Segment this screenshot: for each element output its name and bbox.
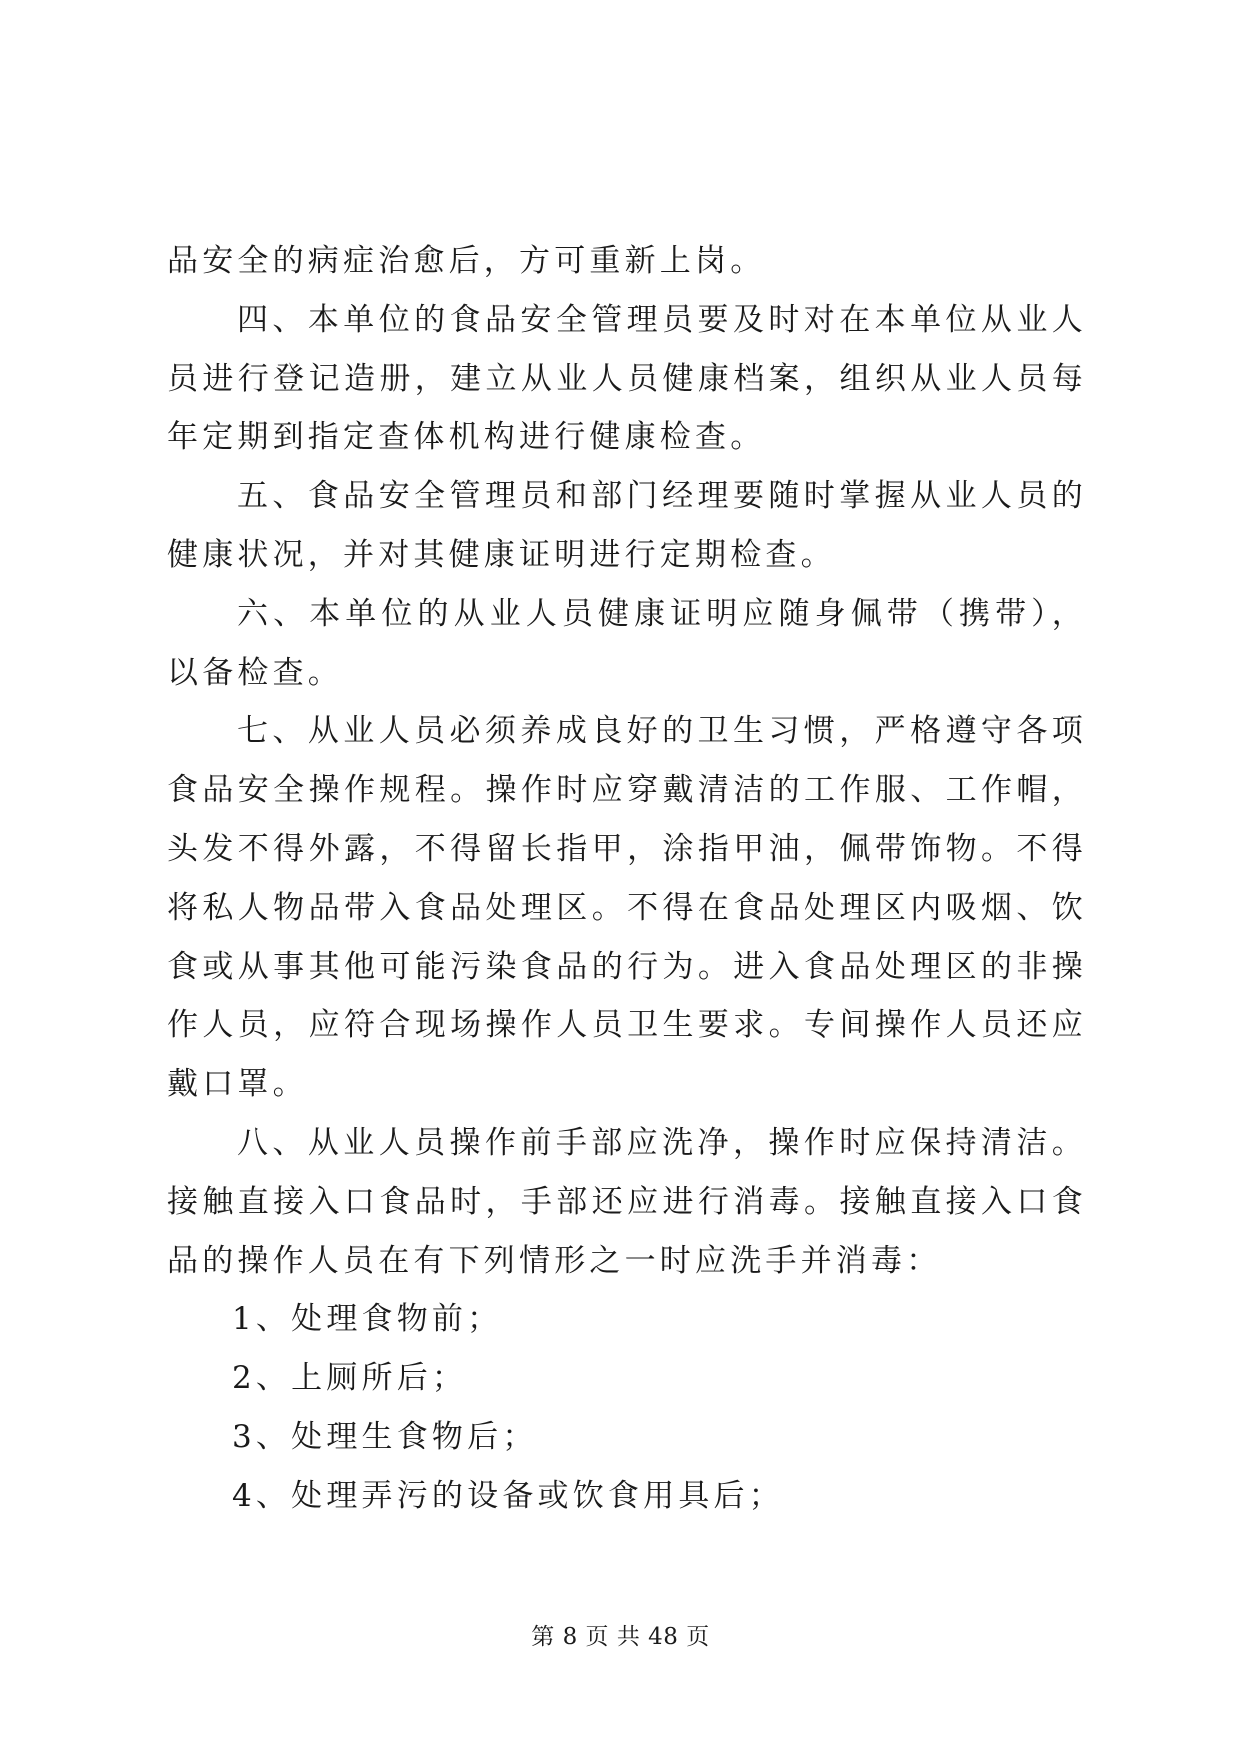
list-item-3: 3、处理生食物后； [232, 1418, 538, 1455]
list-item-4: 4、处理弄污的设备或饮食用具后； [232, 1477, 784, 1514]
paragraph-item-6: 六、本单位的从业人员健康证明应随身佩带（携带），以备检查。 [167, 595, 1087, 691]
page-number: 第 8 页 共 48 页 [531, 1624, 710, 1650]
page-footer [0, 1618, 1241, 1651]
paragraph-continuation: 品安全的病症治愈后，方可重新上岗。 [167, 243, 766, 279]
paragraph-item-8: 八、从业人员操作前手部应洗净，操作时应保持清洁。接触直接入口食品时，手部还应进行消毒。接触直接入口食品的操作人员在有下列情形之一时应洗手并消毒： [167, 1124, 1087, 1279]
paragraph-item-5: 五、食品安全管理员和部门经理要随时掌握从业人员的健康状况，并对其健康证明进行定期检查。 [167, 478, 1087, 573]
document-body [167, 232, 1087, 1526]
list-item-1: 1、处理食物前； [232, 1301, 503, 1338]
paragraph-item-7: 七、从业人员必须养成良好的卫生习惯，严格遵守各项食品安全操作规程。操作时应穿戴清洁的工作服、工作帽，头发不得外露，不得留长指甲，涂指甲油，佩带饰物。不得将私人物品带入食品处理区。不得在食品处理区内吸烟、饮食或从事其他可能污染食品的行为。进入食品处理区的非操作人员，应符合现场操作人员卫生要求。专间操作人员还应戴口罩。 [167, 713, 1087, 1103]
paragraph-item-4: 四、本单位的食品安全管理员要及时对在本单位从业人员进行登记造册，建立从业人员健康档案，组织从业人员每年定期到指定查体机构进行健康检查。 [167, 301, 1087, 456]
list-item-2: 2、上厕所后； [232, 1360, 468, 1397]
